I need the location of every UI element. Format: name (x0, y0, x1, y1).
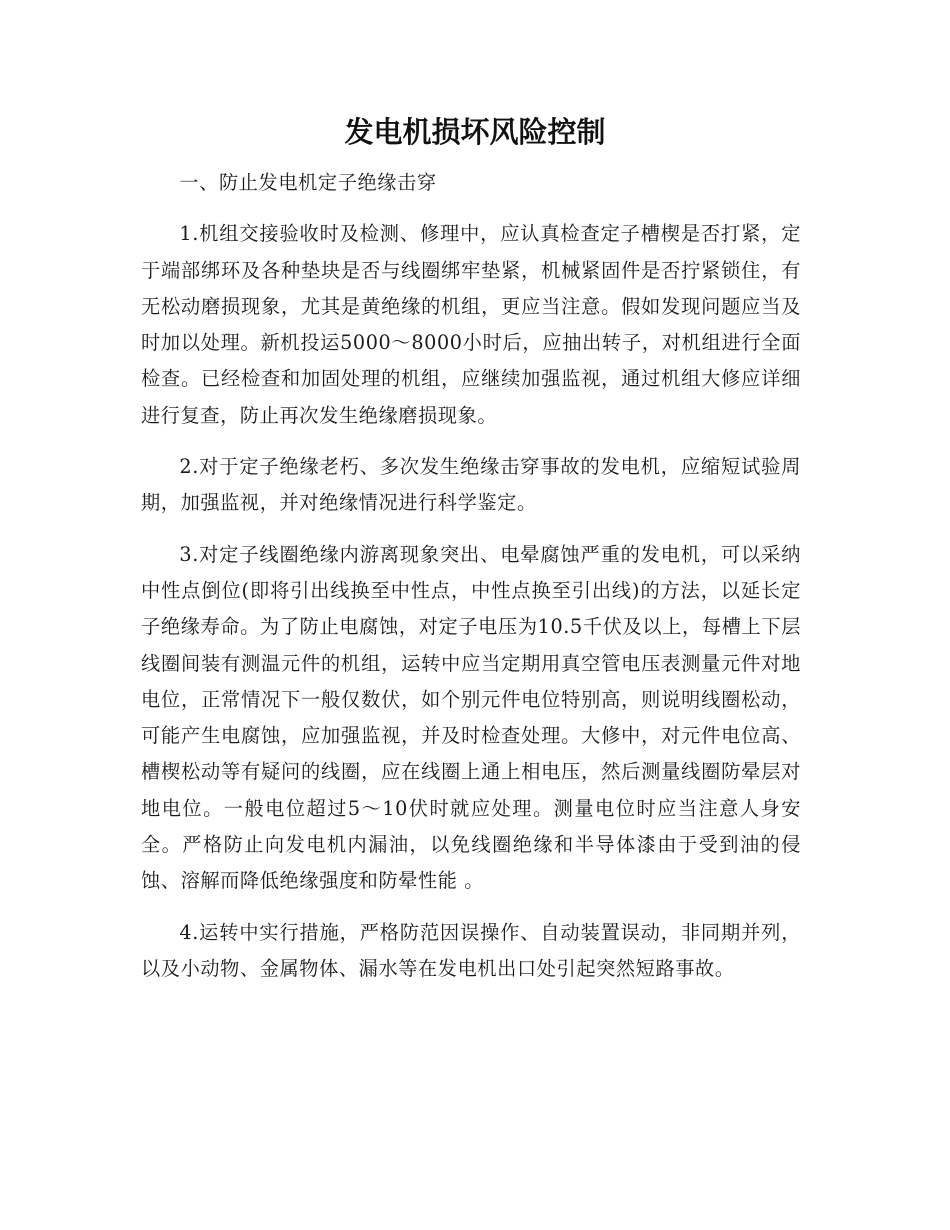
document-body (141, 165, 801, 1002)
paragraph-1: 1.机组交接验收时及检测、修理中，应认真检查定子槽楔是否打紧，定于端部绑环及各种垫块是否与线圈绑牢垫紧，机械紧固件是否拧紧锁住，有无松动磨损现象，尤其是黄绝缘的机组，更应当注意。假如发现问题应当及时加以处理。新机投运5000～8000小时后，应抽出转子，对机组进行全面检查。已经检查和加固处理的机组，应继续加强监视，通过机组大修应详细进行复查，防止再次发生绝缘磨损现象。 (141, 222, 801, 427)
paragraph-2: 2.对于定子绝缘老朽、多次发生绝缘击穿事故的发电机，应缩短试验周期，加强监视，并对绝缘情况进行科学鉴定。 (141, 455, 801, 515)
paragraph-4: 4.运转中实行措施，严格防范因误操作、自动装置误动，非同期并列，以及小动物、金属物体、漏水等在发电机出口处引起突然短路事故。 (141, 920, 801, 980)
paragraph-3: 3.对定子线圈绝缘内游离现象突出、电晕腐蚀严重的发电机，可以采纳中性点倒位(即将引出线换至中性点，中性点换至引出线)的方法，以延长定子绝缘寿命。为了防止电腐蚀，对定子电压为10.5千伏及以上，每槽上下层线圈间装有测温元件的机组，运转中应当定期用真空管电压表测量元件对地电位，正常情况下一般仅数伏，如个别元件电位特别高，则说明线圈松动，可能产生电腐蚀，应加强监视，并及时检查处理。大修中，对元件电位高、槽楔松动等有疑问的线圈，应在线圈上通上相电压，然后测量线圈防晕层对地电位。一般电位超过5～10伏时就应处理。测量电位时应当注意人身安全。严格防止向发电机内漏油，以免线圈绝缘和半导体漆由于受到油的侵蚀、溶解而降低绝缘强度和防晕性能 。 (141, 542, 801, 893)
section-heading: 一、防止发电机定子绝缘击穿 (179, 171, 437, 194)
document-title: 发电机损坏风险控制 (344, 115, 606, 149)
